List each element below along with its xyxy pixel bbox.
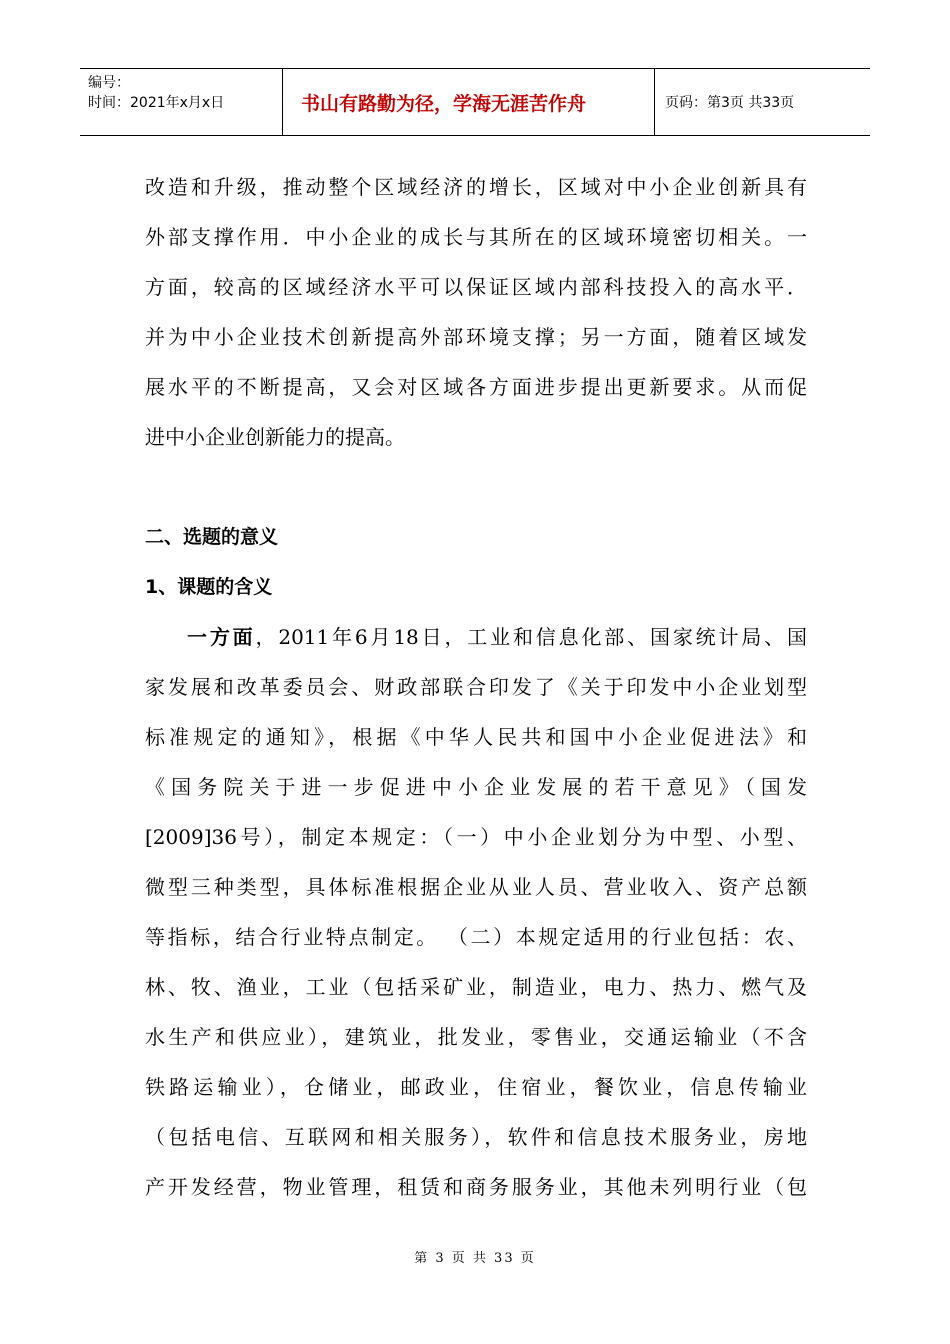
paragraph-line: （包括电信、互联网和相关服务），软件和信息技术服务业，房地: [145, 1125, 807, 1149]
paragraph-line: 改造和升级，推动整个区域经济的增长，区域对中小企业创新具有: [145, 175, 807, 199]
paragraph-line: 林、牧、渔业，工业（包括采矿业，制造业，电力、热力、燃气及: [145, 975, 807, 999]
paragraph-line: 家发展和改革委员会、财政部联合印发了《关于印发中小企业划型: [145, 675, 807, 699]
paragraph-line: 展水平的不断提高，又会对区域各方面进步提出更新要求。从而促: [145, 375, 807, 399]
paragraph-line: 等指标，结合行业特点制定。 （二）本规定适用的行业包括：农、: [145, 925, 807, 949]
header-time-label: 时间：2021年x月x日: [88, 95, 225, 111]
header-motto: 书山有路勤为径，学海无涯苦作舟: [283, 69, 655, 135]
subsection-heading: 1、课题的含义: [145, 576, 273, 598]
paragraph-line: 产开发经营，物业管理，租赁和商务服务业，其他未列明行业（包: [145, 1175, 807, 1199]
blank-line: [145, 462, 807, 512]
header-meta: [80, 69, 283, 135]
page-footer: 第 3 页 共 33 页: [414, 1251, 536, 1266]
paragraph-first-line: [145, 612, 807, 662]
paragraph-line: 水生产和供应业），建筑业，批发业，零售业，交通运输业（不含: [145, 1025, 807, 1049]
paragraph-line: 铁路运输业），仓储业，邮政业，住宿业，餐饮业，信息传输业: [145, 1075, 807, 1099]
paragraph-line: 方面，较高的区域经济水平可以保证区域内部科技投入的高水平．: [145, 275, 807, 299]
paragraph-line: 外部支撑作用．中小企业的成长与其所在的区域环境密切相关。一: [145, 225, 807, 249]
paragraph-line: 标准规定的通知》，根据《中华人民共和国中小企业促进法》和: [145, 725, 807, 749]
bold-lead-text: 一方面: [187, 625, 256, 649]
paragraph-line: 微型三种类型，具体标准根据企业从业人员、营业收入、资产总额: [145, 875, 807, 899]
paragraph-line: 《国务院关于进一步促进中小企业发展的若干意见》（国发: [145, 775, 807, 799]
page-header: [80, 68, 870, 136]
paragraph-line: 并为中小企业技术创新提高外部环境支撑；另一方面，随着区域发: [145, 325, 807, 349]
paragraph-first-line-text: ，2011年6月18日，工业和信息化部、国家统计局、国: [255, 625, 807, 649]
header-code-label: 编号：: [88, 75, 130, 91]
section-heading: 二、选题的意义: [145, 526, 279, 548]
header-page-info: 页码：第3页 共33页: [665, 95, 795, 111]
paragraph-line: 进中小企业创新能力的提高。: [145, 425, 405, 449]
paragraph-line: [2009]36号），制定本规定：（一）中小企业划分为中型、小型、: [145, 825, 807, 849]
document-body: [145, 162, 807, 1212]
